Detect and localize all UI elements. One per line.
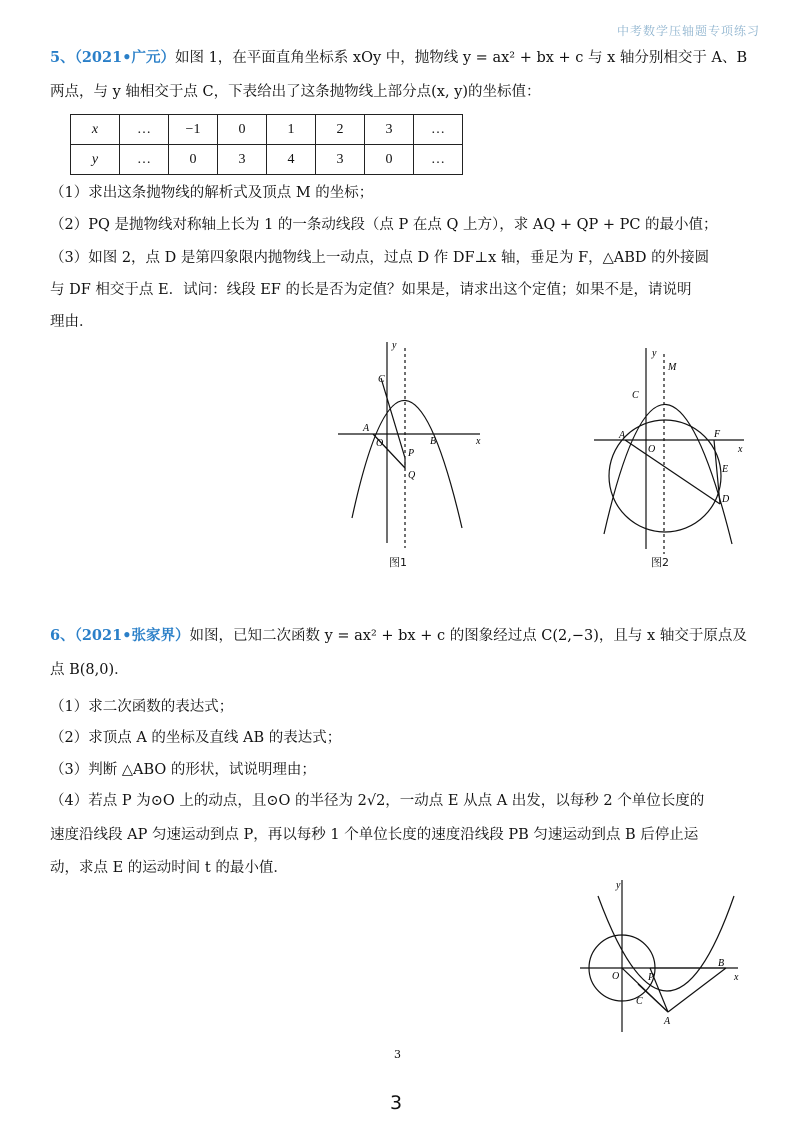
label-o: O: [376, 438, 384, 449]
table-cell: …: [414, 145, 463, 175]
label-a: A: [619, 430, 626, 441]
label-p: P: [408, 448, 415, 459]
table-cell: …: [414, 115, 463, 145]
q6-figure: [576, 876, 746, 1036]
table-cell: 0: [218, 115, 267, 145]
q6-part4-line3: 动，求点 E 的运动时间 t 的最小值．: [50, 860, 288, 876]
q5-line1-text: 如图 1，在平面直角坐标系 xOy 中，抛物线 y = ax² + bx + c 与 x 轴分别相交于 A、B: [174, 50, 748, 66]
table-cell: −1: [169, 115, 218, 145]
segment-ad: [625, 440, 720, 504]
label-b: B: [430, 436, 437, 447]
q5-part1: （1）求出这条抛物线的解析式及顶点 M 的坐标；: [50, 185, 374, 201]
q5-value-table: [70, 114, 463, 175]
label-x: x: [734, 972, 739, 983]
q5-intro-line2: 两点，与 y 轴相交于点 C，下表给出了这条抛物线上部分点(x, y)的坐标值：: [50, 84, 541, 100]
fig1-caption: 图1: [389, 556, 407, 569]
page-header: 中考数学压轴题专项练习: [616, 24, 760, 38]
label-a: A: [664, 1016, 671, 1027]
parabola: [352, 400, 462, 528]
segment-ab: [668, 968, 726, 1012]
q5-figure-1: [330, 338, 490, 574]
table-cell: 3: [218, 145, 267, 175]
label-o: O: [648, 444, 656, 455]
q5-part3-line1: （3）如图 2，点 D 是第四象限内抛物线上一动点，过点 D 作 DF⊥x 轴，垂足为 F，△ABD 的外接圆: [50, 250, 710, 266]
q6-part1: （1）求二次函数的表达式；: [50, 699, 234, 715]
label-q: Q: [408, 470, 416, 481]
table-cell: 3: [365, 115, 414, 145]
label-b: B: [718, 958, 725, 969]
table-cell: x: [71, 115, 120, 145]
q5-part3-line3: 理由．: [50, 314, 94, 330]
table-cell: 4: [267, 145, 316, 175]
table-cell: 1: [267, 115, 316, 145]
label-p: P: [648, 972, 655, 983]
table-cell: 0: [169, 145, 218, 175]
table-row: [71, 145, 463, 175]
label-x: x: [738, 444, 743, 455]
q5-part2: （2）PQ 是抛物线对称轴上长为 1 的一条动线段（点 P 在点 Q 上方），求 AQ + QP + PC 的最小值；: [50, 217, 718, 233]
q6-intro-line2: 点 B(8,0)．: [50, 662, 129, 678]
page-number-small: 3: [394, 1048, 401, 1061]
q5-number: 5、: [50, 49, 75, 66]
q6-part3: （3）判断 △ABO 的形状，试说明理由；: [50, 762, 316, 778]
table-row: [71, 115, 463, 145]
q5-figure-2: [592, 344, 752, 560]
table-cell: …: [120, 145, 169, 175]
q6-part4-line1: （4）若点 P 为⊙O 上的动点，且⊙O 的半径为 2√2，一动点 E 从点 A 出发，以每秒 2 个单位长度的: [50, 793, 705, 809]
q6-part4-line2: 速度沿线段 AP 匀速运动到点 P，再以每秒 1 个单位长度的速度沿线段 PB 匀速运动到点 B 后停止运: [50, 827, 699, 843]
table-cell: 0: [365, 145, 414, 175]
label-y: y: [392, 340, 397, 351]
label-c: C: [632, 390, 639, 401]
q6-source: （2021•张家界）: [74, 627, 190, 644]
segment-fd: [714, 440, 720, 504]
label-m: M: [668, 362, 677, 373]
q5-source: （2021•广元）: [74, 49, 175, 66]
parabola: [604, 404, 732, 544]
label-f: F: [714, 429, 721, 440]
q6-number: 6、: [50, 627, 75, 644]
label-o: O: [612, 971, 620, 982]
q6-part2: （2）求顶点 A 的坐标及直线 AB 的表达式；: [50, 730, 342, 746]
label-y: y: [652, 348, 657, 359]
label-a: A: [363, 423, 370, 434]
q5-part3-line2: 与 DF 相交于点 E．试问：线段 EF 的长是否为定值？如果是，请求出这个定值；如果不是，请说明: [50, 282, 692, 298]
label-x: x: [476, 436, 481, 447]
label-c: C: [378, 374, 385, 385]
circumcircle: [609, 420, 721, 532]
table-cell: 3: [316, 145, 365, 175]
label-e: E: [722, 464, 729, 475]
fig2-caption: 图2: [651, 556, 669, 569]
q5-intro-line1: [50, 48, 747, 68]
q6-line1-text: 如图，已知二次函数 y = ax² + bx + c 的图象经过点 C(2,−3)，且与 x 轴交于原点及: [189, 628, 747, 644]
table-cell: y: [71, 145, 120, 175]
label-d: D: [722, 494, 730, 505]
label-c: C: [636, 996, 643, 1007]
label-y: y: [616, 880, 621, 891]
page-number: 3: [390, 1092, 403, 1114]
table-cell: 2: [316, 115, 365, 145]
path-aqpc: [373, 378, 405, 468]
q6-intro-line1: [50, 626, 747, 646]
table-cell: …: [120, 115, 169, 145]
